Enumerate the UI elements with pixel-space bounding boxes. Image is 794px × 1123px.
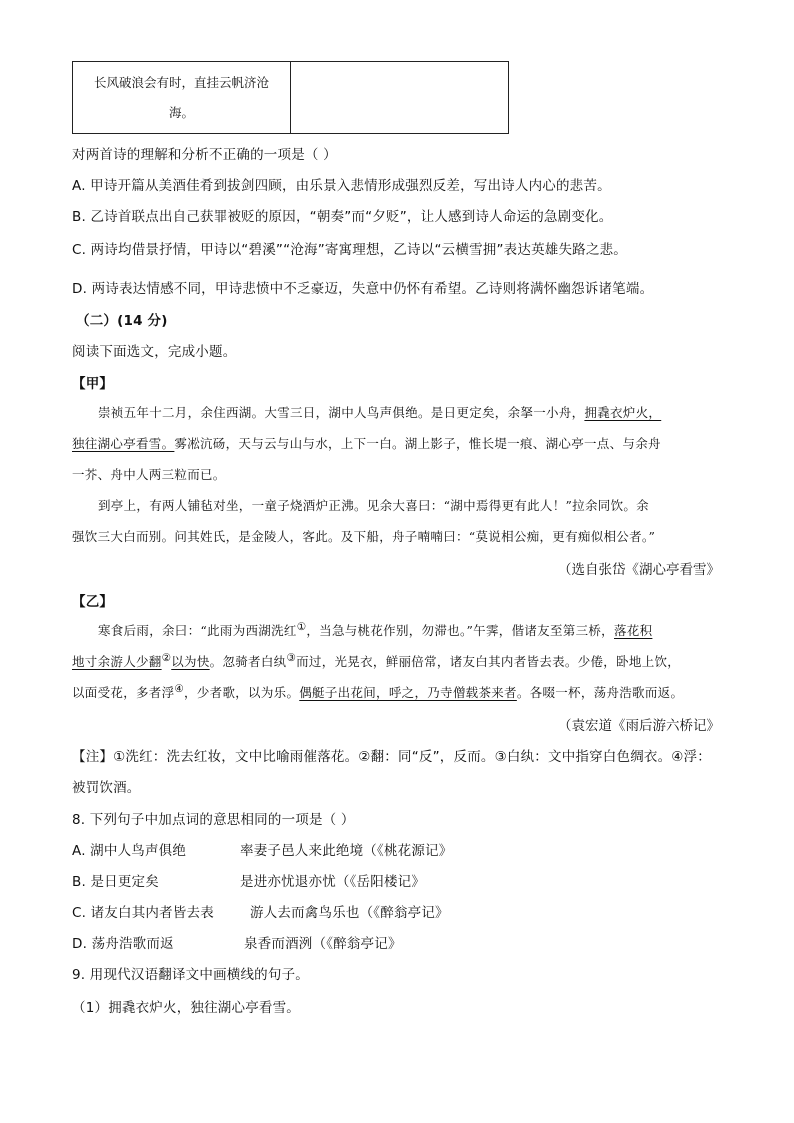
underlined-sentence: 偶艇子出花间，呼之，乃寺僧载茶来者 xyxy=(299,685,517,701)
underlined-sentence: 独往湖心亭看雪。 xyxy=(72,436,175,451)
table-cell-line-2: 海。 xyxy=(168,104,194,120)
table-cell-left xyxy=(73,62,291,134)
option-left: B. 是日更定矣 xyxy=(72,874,159,890)
question-8-option-a xyxy=(72,839,452,859)
passage-yi-source: （袁宏道《雨后游六桥记》 xyxy=(558,718,720,734)
footnote-marker-4: ④ xyxy=(174,683,185,695)
footnote-marker-1: ① xyxy=(296,621,307,633)
passage-yi-line-1 xyxy=(98,621,652,639)
option-left: C. 诸友白其内者皆去表 xyxy=(72,905,214,921)
question-7-option-c: C. 两诗均借景抒情，甲诗以“碧溪”“沧海”寄寓理想，乙诗以“云横雪拥”表达英雄失路之悲。 xyxy=(72,242,627,258)
underlined-sentence: 以为快 xyxy=(171,654,210,670)
question-8-option-d xyxy=(72,932,402,952)
passage-jia-text: 崇祯五年十二月，余住西湖。大雪三日，湖中人鸟声俱绝。是日更定矣，余拏一小舟， xyxy=(98,405,585,420)
passage-jia-line-3: 一芥、舟中人两三粒而已。 xyxy=(72,467,226,482)
question-8-option-b xyxy=(72,870,425,890)
option-right: 率妻子邑人来此绝境（《桃花源记》 xyxy=(240,843,453,859)
passage-jia-line-5: 强饮三大白而别。问其姓氏，是金陵人，客此。及下船，舟子喃喃曰：“莫说相公痴，更有痴似相公者。” xyxy=(72,529,656,544)
section-2-instruction: 阅读下面选文，完成小题。 xyxy=(72,344,237,360)
section-2-heading: （二）(14 分) xyxy=(76,313,168,329)
annotation-line-1: 【注】①洗红：洗去红妆，文中比喻雨催落花。②翻：同“反”，反而。③白纨：文中指穿白色绸衣。④浮： xyxy=(72,749,711,765)
passage-yi-text: 以面受花，多者浮 xyxy=(72,685,175,701)
table-cell-right xyxy=(291,62,509,134)
passage-yi-text: 。忽骑者白纨 xyxy=(209,654,287,670)
passage-yi-text: ，少者歌，以为乐。 xyxy=(184,685,300,701)
passage-jia-line-1 xyxy=(98,403,661,421)
underlined-sentence: 拥毳衣炉火， xyxy=(584,405,662,420)
question-9-stem: 9. 用现代汉语翻译文中画横线的句子。 xyxy=(72,967,309,983)
question-7-stem: 对两首诗的理解和分析不正确的一项是（ ） xyxy=(72,147,337,163)
passage-yi-text: ，当急与桃花作别，勿滞也。”午霁，偕诸友至第三桥， xyxy=(306,623,614,639)
option-left: A. 湖中人鸟声俱绝 xyxy=(72,843,187,859)
question-8-option-c xyxy=(72,901,449,921)
annotation-line-2: 被罚饮酒。 xyxy=(72,780,141,796)
option-right: 泉香而酒洌（《醉翁亭记》 xyxy=(244,936,402,952)
question-9-sub-1: （1）拥毳衣炉火，独往湖心亭看雪。 xyxy=(72,1000,300,1016)
footnote-marker-3: ③ xyxy=(286,652,297,664)
question-7-option-b: B. 乙诗首联点出自己获罪被贬的原因，“朝奏”而“夕贬”，让人感到诗人命运的急剧变化。 xyxy=(72,209,613,225)
passage-jia-line-4: 到亭上，有两人铺毡对坐，一童子烧酒炉正沸。见余大喜曰：“湖中焉得更有此人！”拉余同饮。余 xyxy=(98,498,649,513)
passage-jia-source: （选自张岱《湖心亭看雪》 xyxy=(558,562,720,578)
question-8-stem: 8. 下列句子中加点词的意思相同的一项是（ ） xyxy=(72,812,355,828)
passage-jia-line-2 xyxy=(72,434,661,452)
underlined-sentence: 落花积 xyxy=(614,623,653,639)
passage-yi-text: 寒食后雨，余曰：“此雨为西湖洗红 xyxy=(98,623,297,639)
passage-jia-label: 【甲】 xyxy=(72,376,114,392)
underlined-sentence: 地寸余游人少翻 xyxy=(72,654,162,670)
footnote-marker-2: ② xyxy=(161,652,172,664)
table-cell-line-1: 长风破浪会有时，直挂云帆济沧 xyxy=(93,74,269,90)
option-left: D. 荡舟浩歌而返 xyxy=(72,936,174,952)
question-7-option-d: D. 两诗表达情感不同，甲诗悲愤中不乏豪迈，失意中仍怀有希望。乙诗则将满怀幽怨诉诸笔端。 xyxy=(72,281,654,297)
passage-yi-line-3 xyxy=(72,683,683,701)
passage-yi-text: 。各啜一杯，荡舟浩歌而返。 xyxy=(516,685,684,701)
passage-jia-text: 雾凇沆砀，天与云与山与水，上下一白。湖上影子，惟长堤一痕、湖心亭一点、与余舟 xyxy=(174,436,661,451)
passage-yi-text: 而过，光晃衣，鲜丽倍常，诸友白其内者皆去表。少倦，卧地上饮， xyxy=(296,654,681,670)
poem-comparison-table xyxy=(72,61,509,134)
passage-yi-line-2 xyxy=(72,652,680,670)
option-right: 游人去而禽鸟乐也（《醉翁亭记》 xyxy=(250,905,449,921)
question-7-option-a: A. 甲诗开篇从美酒佳肴到拔剑四顾，由乐景入悲情形成强烈反差，写出诗人内心的悲苦。 xyxy=(72,178,611,194)
option-right: 是进亦忧退亦忧（《岳阳楼记》 xyxy=(240,874,426,890)
passage-yi-label: 【乙】 xyxy=(72,594,114,610)
